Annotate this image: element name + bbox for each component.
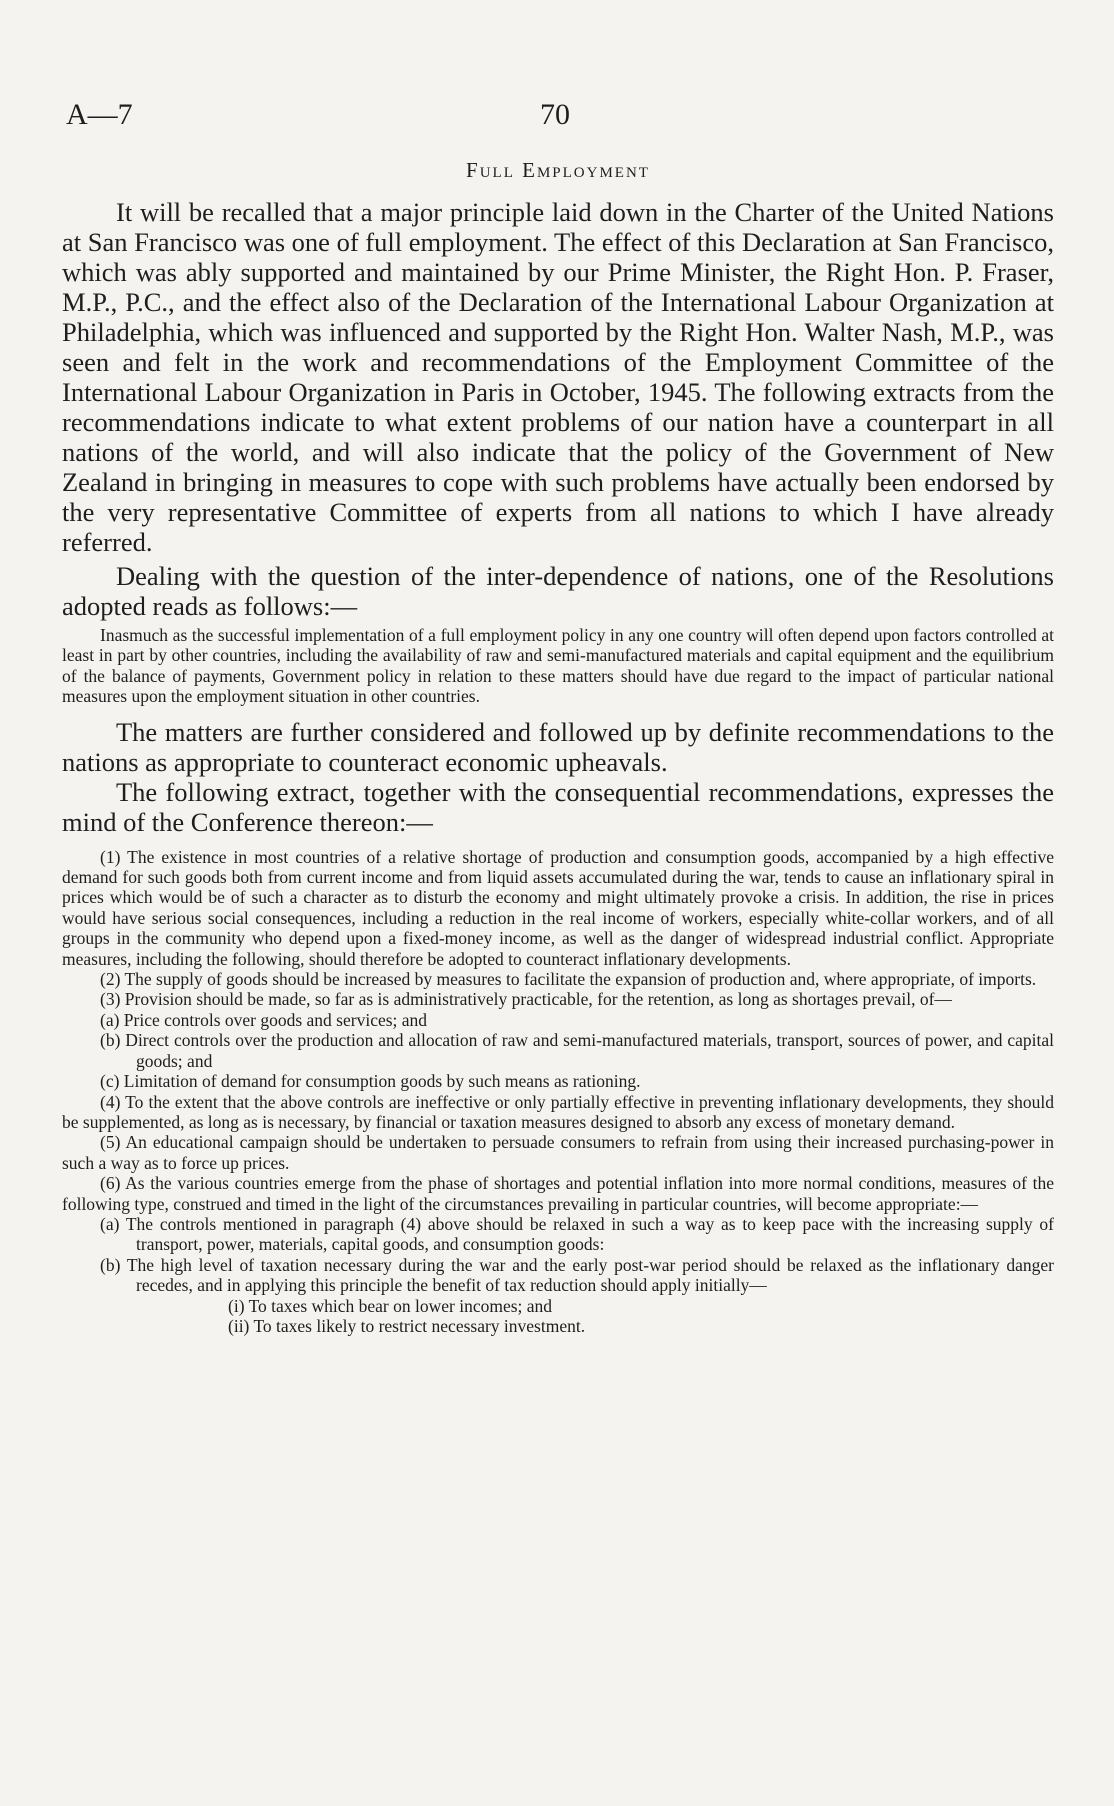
resolution-text: Inasmuch as the successful implementation of a full employment policy in any one country will often depend upon factors controlled at least in part by other countries, including the availability of raw and semi-manufactured materials and capital equipment and the equilibrium of the balance of payments, Government policy in relation to these matters should have due regard to the impact of particular national measures upon the employment situation in other countries. [62, 625, 1054, 707]
recommendation-4: (4) To the extent that the above controls are ineffective or only partially effective in preventing inflationary developments, they should be supplemented, as long as is necessary, by financial or taxation measures designed to absorb any excess of monetary demand. [62, 1091, 1054, 1132]
resolution-quote [62, 625, 1054, 707]
recommendation-6: (6) As the various countries emerge from the phase of shortages and potential inflation into more normal conditions, measures of the following type, construed and timed in the light of the circumstances prevailing in particular countries, will become appropriate:— [62, 1173, 1054, 1214]
recommendation-3c: (c) Limitation of demand for consumption goods by such means as rationing. [100, 1071, 641, 1092]
paragraph-interdependence: Dealing with the question of the inter-dependence of nations, one of the Resolutions adopted reads as follows:— [62, 561, 1054, 621]
recommendation-2: (2) The supply of goods should be increased by measures to facilitate the expansion of production and, where appropriate, of imports. [100, 969, 1037, 990]
recommendations-list [62, 847, 1054, 1337]
page-body [62, 92, 1054, 1336]
recommendation-6a: (a) The controls mentioned in paragraph (4) above should be relaxed in such a way as to keep pace with the increasing supply of transport, power, materials, capital goods, and consumption goods: [100, 1213, 1054, 1255]
recommendation-5: (5) An educational campaign should be undertaken to persuade consumers to refrain from using their increased purchasing-power in such a way as to force up prices. [62, 1132, 1054, 1173]
paragraph-further: The matters are further considered and followed up by definite recommendations to the nations as appropriate to counteract economic upheavals. [62, 716, 1054, 777]
recommendation-6b-i: (i) To taxes which bear on lower incomes; and [228, 1295, 553, 1316]
section-title: Full Employment [466, 158, 650, 182]
recommendation-3: (3) Provision should be made, so far as is administratively practicable, for the retention, as long as shortages prevail, of— [100, 989, 952, 1010]
recommendation-1: (1) The existence in most countries of a relative shortage of production and consumption goods, accompanied by a high effective demand for such goods both from current income and from liquid assets accumulated during the war, tends to cause an inflationary spiral in prices which would be of such a character as to disturb the economy and might ultimately provoke a crisis. In addition, the rise in prices would have serious social consequences, including a reduction in the real income of workers, especially white-collar workers, and of all groups in the community who depend upon a fixed-money income, as well as the danger of widespread industrial conflict. Appropriate measures, including the following, should therefore be adopted to counteract inflationary developments. [62, 846, 1054, 969]
paragraph-intro: It will be recalled that a major principle laid down in the Charter of the United Nations at San Francisco was one of full employment. The effect of this Declaration at San Francisco, which was ably supported and maintained by our Prime Minister, the Right Hon. P. Fraser, M.P., P.C., and the effect also of the Declaration of the International Labour Organization at Philadelphia, which was influenced and supported by the Right Hon. Walter Nash, M.P., was seen and felt in the work and recommendations of the Employment Committee of the International Labour Organization in Paris in October, 1945. The following extracts from the recommendations indicate to what extent problems of our nation have a counterpart in all nations of the world, and will also indicate that the policy of the Government of New Zealand in bringing in measures to cope with such problems have actually been endorsed by the very representative Committee of experts from all nations to which I have already referred. [62, 197, 1054, 557]
paragraph-extract-intro: The following extract, together with the consequential recommendations, expresses the mind of the Conference thereon:— [62, 776, 1054, 837]
recommendation-3a: (a) Price controls over goods and services; and [100, 1009, 428, 1030]
document-reference: A—7 [66, 98, 133, 131]
recommendation-3b: (b) Direct controls over the production and allocation of raw and semi-manufactured materials, transport, sources of power, and capital goods; and [100, 1030, 1054, 1071]
recommendation-6b-ii: (ii) To taxes likely to restrict necessary investment. [228, 1315, 586, 1336]
page-number: 70 [540, 98, 570, 131]
recommendation-6b: (b) The high level of taxation necessary during the war and the early post-war period should be relaxed as the inflationary danger recedes, and in applying this principle the benefit of tax reduction should apply initially— [100, 1254, 1054, 1296]
